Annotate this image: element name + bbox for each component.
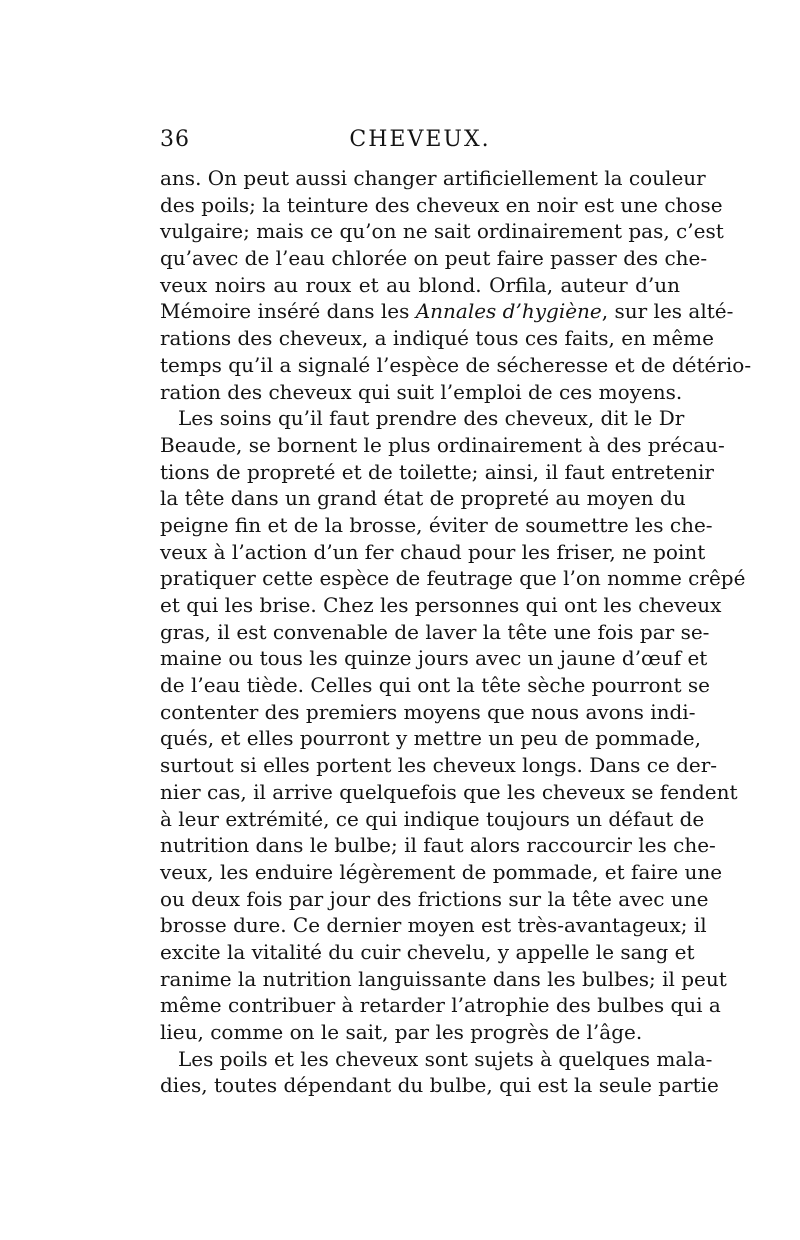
text-line: brosse dure. Ce dernier moyen est très-avantageux; il <box>160 913 707 938</box>
text-line: contenter des premiers moyens que nous avons indi- <box>160 699 696 724</box>
text-line: Mémoire inséré dans les Annales d’hygiène, sur les alté- <box>160 299 734 324</box>
text-line: gras, il est convenable de laver la tête une fois par se- <box>160 619 710 644</box>
text-line: nier cas, il arrive quelquefois que les cheveux se fendent <box>160 779 738 804</box>
text-line: nutrition dans le bulbe; il faut alors raccourcir les che- <box>160 833 716 858</box>
text-line: à leur extrémité, ce qui indique toujours un défaut de <box>160 806 705 831</box>
text-line: ans. On peut aussi changer artificiellement la couleur <box>160 166 706 190</box>
text-line: surtout si elles portent les cheveux longs. Dans ce der- <box>160 753 718 778</box>
text-line: Beaude, se bornent le plus ordinairement à des précau- <box>160 432 725 457</box>
paragraph <box>160 405 746 1046</box>
paragraph <box>160 1046 719 1099</box>
text-line: et qui les brise. Chez les personnes qui ont les cheveux <box>160 593 722 617</box>
text-line: veux, les enduire légèrement de pommade, et faire une <box>160 859 723 884</box>
text-line: rations des cheveux, a indiqué tous ces faits, en même <box>160 326 714 351</box>
running-title: CHEVEUX. <box>349 127 491 152</box>
text-line: Les poils et les cheveux sont sujets à quelques mala- <box>178 1046 713 1071</box>
text-line: vulgaire; mais ce qu’on ne sait ordinairement pas, c’est <box>160 219 724 244</box>
text-line: qués, et elles pourront y mettre un peu de pommade, <box>160 726 701 751</box>
page-header <box>160 127 680 159</box>
text-line: de l’eau tiède. Celles qui ont la tête sèche pourront se <box>160 673 710 698</box>
text-line: excite la vitalité du cuir chevelu, y appelle le sang et <box>160 939 695 964</box>
text-line: peigne fin et de la brosse, éviter de soumettre les che- <box>160 512 713 537</box>
text-line: ou deux fois par jour des frictions sur la tête avec une <box>160 886 709 911</box>
text-line: veux à l’action d’un fer chaud pour les friser, ne point <box>160 539 706 564</box>
text-line: qu’avec de l’eau chlorée on peut faire passer des che- <box>160 246 708 271</box>
text-line: veux noirs au roux et au blond. Orfila, auteur d’un <box>160 272 680 297</box>
text-line: la tête dans un grand état de propreté au moyen du <box>160 486 686 511</box>
text-line: tions de propreté et de toilette; ainsi, il faut entretenir <box>160 459 714 484</box>
body-text <box>160 165 752 1099</box>
text-line: ration des cheveux qui suit l’emploi de ces moyens. <box>160 379 683 404</box>
text-line: maine ou tous les quinze jours avec un jaune d’œuf et <box>160 646 708 671</box>
page-number: 36 <box>160 127 190 152</box>
text-line: Les soins qu’il faut prendre des cheveux, dit le Dr <box>178 406 685 431</box>
paragraph <box>160 165 752 405</box>
text-line: lieu, comme on le sait, par les progrès de l’âge. <box>160 1020 643 1044</box>
text-line: pratiquer cette espèce de feutrage que l’on nomme crêpé <box>160 566 746 591</box>
text-line: ranime la nutrition languissante dans les bulbes; il peut <box>160 966 727 991</box>
text-line: des poils; la teinture des cheveux en noir est une chose <box>160 192 723 217</box>
text-line: dies, toutes dépendant du bulbe, qui est la seule partie <box>160 1073 719 1098</box>
text-line: temps qu’il a signalé l’espèce de sécheresse et de détério- <box>160 352 752 377</box>
text-line: même contribuer à retarder l’atrophie des bulbes qui a <box>160 993 721 1018</box>
